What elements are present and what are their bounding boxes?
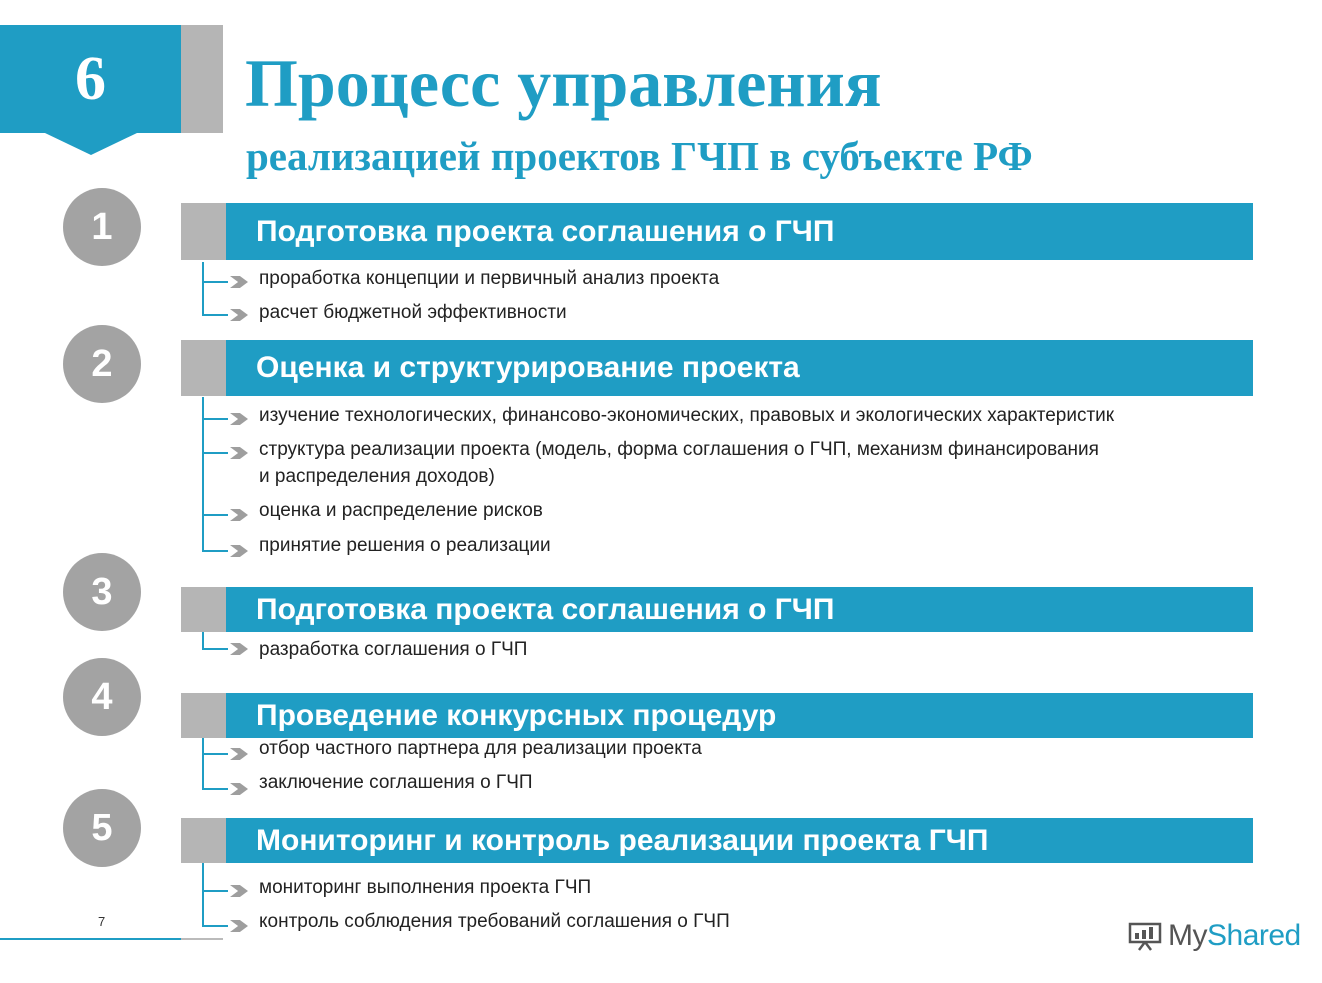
step-3-number: 3 xyxy=(63,553,141,631)
connector-line xyxy=(202,262,204,316)
presentation-board-icon xyxy=(1128,921,1162,951)
step-2-title: Оценка и структурирование проекта xyxy=(256,351,800,384)
step-4-number: 4 xyxy=(63,658,141,736)
page-subtitle: реализацией проектов ГЧП в субъекте РФ xyxy=(246,133,1033,179)
list-item: заключение соглашения о ГЧП xyxy=(259,772,533,793)
arrow-icon xyxy=(230,783,248,795)
step-3-title: Подготовка проекта соглашения о ГЧП xyxy=(256,592,835,626)
step-5-title: Мониторинг и контроль реализации проекта ГЧП xyxy=(256,823,989,857)
arrow-icon xyxy=(230,748,248,760)
list-item: контроль соблюдения требований соглашения о ГЧП xyxy=(259,911,730,932)
arrow-icon xyxy=(230,509,248,521)
arrow-icon xyxy=(230,545,248,557)
list-item: принятие решения о реализации xyxy=(259,535,551,556)
connector-line xyxy=(202,397,204,552)
footer-rule xyxy=(0,938,181,940)
list-item: проработка концепции и первичный анализ проекта xyxy=(259,268,720,289)
page-number: 7 xyxy=(98,914,106,929)
arrow-icon xyxy=(230,413,248,425)
badge-tail xyxy=(45,133,137,155)
list-item: оценка и распределение рисков xyxy=(259,500,543,521)
arrow-icon xyxy=(230,885,248,897)
step-1-bar xyxy=(181,203,1253,260)
page-title: Процесс управления xyxy=(245,45,882,121)
step-5-number: 5 xyxy=(63,789,141,867)
list-item: разработка соглашения о ГЧП xyxy=(259,639,528,660)
arrow-icon xyxy=(230,920,248,932)
arrow-icon xyxy=(230,447,248,459)
step-2-number: 2 xyxy=(63,325,141,403)
arrow-icon xyxy=(230,309,248,321)
connector-line xyxy=(202,738,204,790)
arrow-icon xyxy=(230,276,248,288)
step-3-bar xyxy=(181,587,1253,632)
step-4-title: Проведение конкурсных процедур xyxy=(256,698,777,732)
step-1-number: 1 xyxy=(63,188,141,266)
connector-line xyxy=(202,863,204,927)
footer-rule-gray xyxy=(181,938,223,940)
list-item: мониторинг выполнения проекта ГЧП xyxy=(259,877,592,898)
list-item: структура реализации проекта (модель, форма соглашения о ГЧП, механизм финансирования xyxy=(259,439,1099,460)
list-item-continuation: и распределения доходов) xyxy=(259,466,495,487)
list-item: расчет бюджетной эффективности xyxy=(259,302,567,323)
section-number-badge: 6 xyxy=(0,25,181,133)
step-5-bar xyxy=(181,818,1253,863)
watermark-text: MyShared xyxy=(1168,919,1301,952)
list-item: изучение технологических, финансово-экономических, правовых и экологических характеристик xyxy=(259,405,1115,426)
arrow-icon xyxy=(230,643,248,655)
badge-gray-strip xyxy=(181,25,223,133)
step-4-bar xyxy=(181,693,1253,738)
watermark-logo xyxy=(1128,916,1301,956)
list-item: отбор частного партнера для реализации проекта xyxy=(259,738,702,759)
step-1-title: Подготовка проекта соглашения о ГЧП xyxy=(256,214,835,248)
step-2-bar xyxy=(181,340,1253,396)
